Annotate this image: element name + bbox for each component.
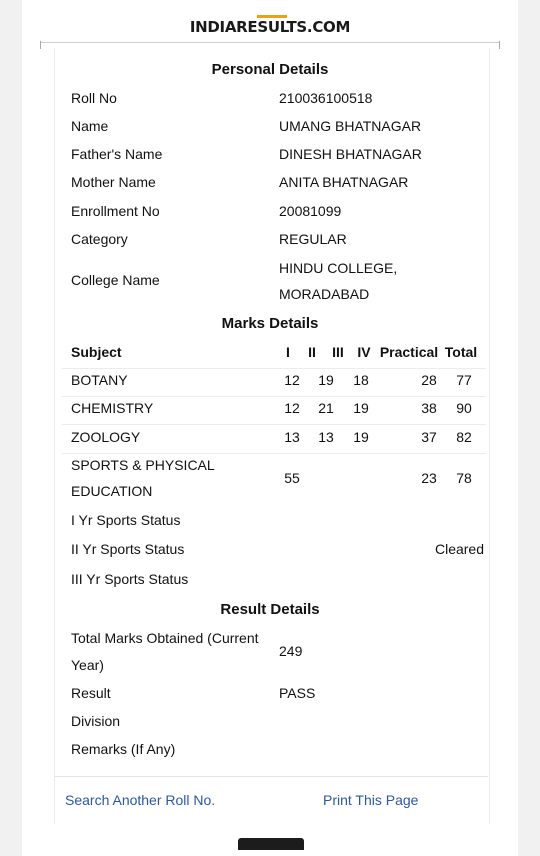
logo-accent-bar [257, 15, 287, 18]
zoology-iii: 19 [353, 429, 369, 445]
marks-header-iv: IV [357, 344, 371, 360]
zoology-i: 13 [284, 429, 300, 445]
marks-header-practical: Practical [379, 344, 439, 360]
print-page-link[interactable]: Print This Page [323, 792, 419, 808]
category-label: Category [71, 231, 128, 247]
marks-header-i: I [286, 344, 290, 360]
college-name-label: College Name [71, 272, 160, 288]
father-name-value: DINESH BHATNAGAR [279, 146, 422, 162]
logo-text: INDIARESULTS.COM [189, 18, 351, 36]
remarks-label: Remarks (If Any) [71, 741, 176, 757]
subject-sports-line1: SPORTS & PHYSICAL [71, 457, 215, 473]
total-marks-label-line2: Year) [71, 657, 104, 673]
search-another-roll-link[interactable]: Search Another Roll No. [65, 792, 216, 808]
site-logo[interactable] [0, 18, 540, 36]
chemistry-ii: 21 [318, 400, 334, 416]
enrollment-no-value: 20081099 [279, 203, 342, 219]
name-value: UMANG BHATNAGAR [279, 118, 422, 134]
category-value: REGULAR [279, 231, 347, 247]
chemistry-practical: 38 [421, 400, 437, 416]
botany-i: 12 [284, 372, 300, 388]
botany-ii: 19 [318, 372, 334, 388]
chemistry-total: 90 [456, 400, 472, 416]
father-name-label: Father's Name [71, 146, 163, 162]
result-label: Result [71, 685, 111, 701]
marks-header-ii: II [308, 344, 316, 360]
marks-header-total: Total [444, 344, 478, 360]
sports-status-1-label: I Yr Sports Status [71, 512, 181, 528]
name-label: Name [71, 118, 109, 134]
frame-tick-left [40, 41, 41, 49]
zoology-total: 82 [456, 429, 472, 445]
roll-no-label: Roll No [71, 90, 117, 106]
subject-sports-line2: EDUCATION [71, 483, 153, 499]
roll-no-value: 210036100518 [279, 90, 373, 106]
sports-total: 78 [456, 470, 472, 486]
mother-name-value: ANITA BHATNAGAR [279, 174, 409, 190]
sports-practical: 23 [421, 470, 437, 486]
subject-zoology: ZOOLOGY [71, 429, 141, 445]
sports-status-2-label: II Yr Sports Status [71, 541, 185, 557]
sports-status-2-value: Cleared [434, 541, 484, 557]
subject-chemistry: CHEMISTRY [71, 400, 154, 416]
result-details-title: Result Details [220, 601, 320, 618]
college-name-value-line1: HINDU COLLEGE, [279, 260, 398, 276]
home-indicator-bar[interactable] [238, 838, 304, 850]
personal-details-title: Personal Details [211, 61, 329, 78]
marks-details-title: Marks Details [221, 315, 319, 332]
zoology-practical: 37 [421, 429, 437, 445]
sports-status-3-label: III Yr Sports Status [71, 571, 189, 587]
total-marks-value: 249 [279, 643, 303, 659]
botany-practical: 28 [421, 372, 437, 388]
botany-total: 77 [456, 372, 472, 388]
enrollment-no-label: Enrollment No [71, 203, 160, 219]
mother-name-label: Mother Name [71, 174, 156, 190]
total-marks-label-line1: Total Marks Obtained (Current [71, 630, 259, 646]
marks-header-subject: Subject [71, 344, 122, 360]
marks-header-iii: III [332, 344, 344, 360]
subject-botany: BOTANY [71, 372, 128, 388]
college-name-value-line2: MORADABAD [279, 286, 370, 302]
chemistry-i: 12 [284, 400, 300, 416]
result-value: PASS [279, 685, 316, 701]
botany-iii: 18 [353, 372, 369, 388]
division-label: Division [71, 713, 121, 729]
chemistry-iii: 19 [353, 400, 369, 416]
sports-i: 55 [284, 470, 300, 486]
frame-tick-right [499, 41, 500, 49]
zoology-ii: 13 [318, 429, 334, 445]
